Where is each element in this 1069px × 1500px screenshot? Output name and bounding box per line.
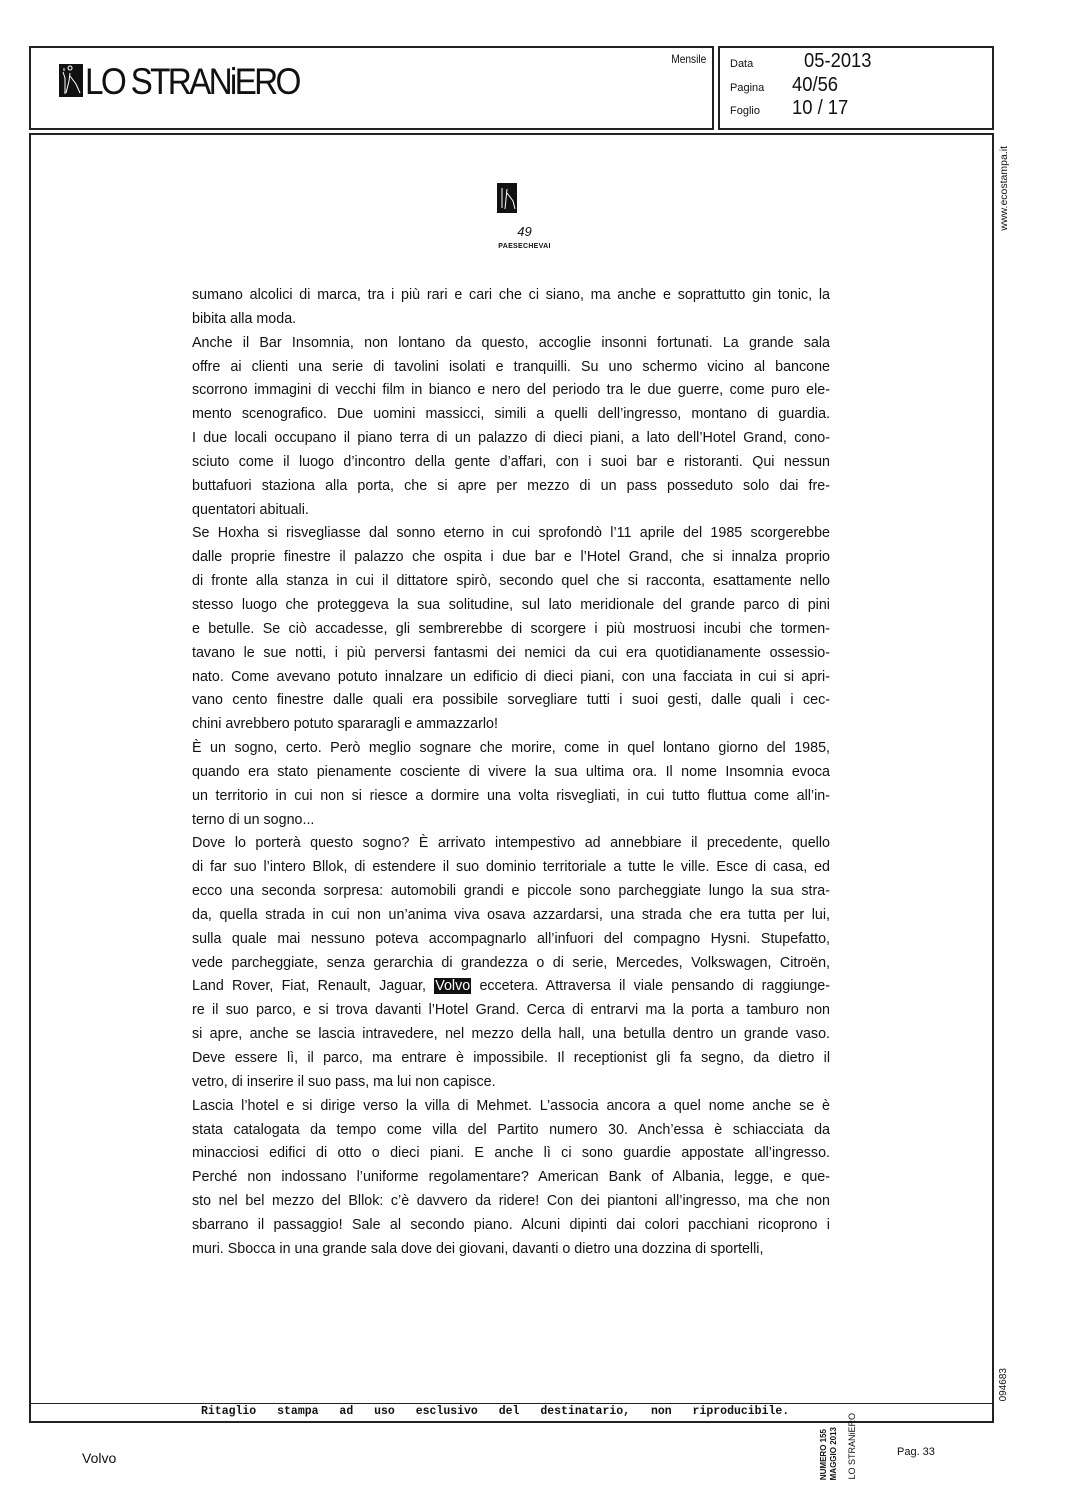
article-text [192,284,830,1262]
article-line: Deve essere lì, il parco, ma entrare è impossibile. Il receptionist gli fa segno, da dietro il [192,1050,830,1066]
page-indicator: Pag. 33 [897,1446,935,1458]
reproduction-notice: Ritaglio stampa ad uso esclusivo del destinatario, non riproducibile. [31,1403,992,1421]
article-line: quando era stato pienamente cosciente di vivere la sua ultima ora. Il nome Insomnia evoca [192,763,830,780]
article-line: minacciosi edifici di otto o dieci piani. E anche lì ci sono guardie appostate all’ingresso. [192,1145,830,1162]
meta-pagina [730,74,842,97]
article-line: buttafuori staziona alla porta, che si apre per mezzo di un pass posseduto solo dai fre- [192,477,830,494]
section-title: PAESECHEVAI [498,243,551,250]
article-line: Perché non indossano l’uniforme regolamentare? American Bank of Albania, legge, e que- [192,1169,830,1186]
article-line: stata catalogata da tempo come villa del Partito numero 30. Anch’essa è schiacciata da [192,1121,830,1138]
article-line: ecco una seconda sorpresa: automobili grandi e piccole sono parcheggiate lungo la sua stra- [192,883,830,900]
colophon-issue: NUMERO 155 [819,1428,828,1480]
clip-meta-box [718,46,994,130]
article-line: Lascia l’hotel e si dirige verso la villa di Mehmet. L’associa ancora a quel nome anche se è [192,1097,830,1114]
article-line: da, quella strada in cui non un’anima viva osava azzardarsi, una strada che era tutta per lui, [192,906,830,923]
article-line: quentatori abituali. [192,501,309,518]
article-line: offre ai clienti una serie di tavolini isolati e tranquilli. Su uno schermo vicino al bancone [192,358,830,375]
foglio-value: 10 / 17 [792,97,849,119]
article-line: muri. Sbocca in una grande sala dove dei giovani, davanti o dietro una dozzina di sportelli, [192,1240,764,1257]
article-line: Dove lo porterà questo sogno? È arrivato intempestivo ad annebbiare il precedente, quello [192,835,830,852]
line-text: Land Rover, Fiat, Renault, Jaguar, [192,978,426,995]
article-line: chini avrebbero potuto spararagli e ammazzarlo! [192,716,498,733]
article-line: sulla quale mai nessuno poteva accompagnarlo all’infuori del compagno Hysni. Stupefatto, [192,930,830,947]
colophon-date: MAGGIO 2013 [829,1426,838,1480]
article-line: stesso luogo che proteggeva la sua solitudine, sul lato meridionale del grande parco di pini [192,596,830,613]
article-line: scorrono immagini di vecchi film in bianco e nero del periodo tra le due guerre, come puro ele- [192,382,830,399]
clip-code: 094683 [998,1368,1009,1402]
article-line: mento scenografico. Due uomini massicci, simili a quelli dell’ingresso, montano di guardia. [192,406,830,423]
article-line: un territorio in cui non si riesce a dormire una volta risvegliati, in cui tutto fluttua come all’in- [192,787,830,804]
logo-figures-icon [59,64,83,97]
publication-name: LO STRANiERO [85,61,299,102]
meta-data [730,50,877,73]
article-line [192,975,830,999]
frequency-label: Mensile [670,52,706,66]
article-line: vano cento finestre dalle quali era possibile sorvegliare tutti i suoi gesti, dalle quali i cec- [192,692,830,709]
data-label: Data [730,58,754,70]
logo-figures-icon [497,183,517,213]
meta-foglio [730,97,853,120]
article-line: di fronte alla stanza in cui il dittatore spirò, secondo quel che si racconta, esattamente nello [192,573,830,590]
pagina-label: Pagina [730,82,765,94]
keyword-label: Volvo [82,1450,117,1466]
article-line: Se Hoxha si risvegliasse dal sonno eterno in cui sprofondò l’11 aprile del 1985 scorgerebbe [192,525,830,542]
article-line: nato. Come avevano potuto innalzare un edificio di dieci piani, con una facciata in cui si apri- [192,668,830,685]
data-value: 05-2013 [804,50,872,72]
article-line: vetro, di inserire il suo pass, ma lui non capisce. [192,1073,496,1090]
article-line: È un sogno, certo. Però meglio sognare che morire, come in quel lontano giorno del 1985, [192,740,830,757]
article-line: bibita alla moda. [192,310,297,327]
article-line: vede parcheggiate, senza gerarchia di grandezza o di serie, Mercedes, Volkswagen, Citroën, [192,954,830,971]
article-line: Anche il Bar Insomnia, non lontano da questo, accoglie insonni fortunati. La grande sala [192,334,830,351]
article-line: I due locali occupano il piano terra di un palazzo di dieci piani, a lato dell’Hotel Grand, cono- [192,430,830,447]
article-line: di far suo l’intero Bllok, di estendere il suo dominio territoriale a tutte le ville. Esce di casa, ed [192,859,830,876]
article-page-number: 49 [517,224,532,239]
website-label: www.ecostampa.it [998,146,1010,231]
article-line: sumano alcolici di marca, tra i più rari e cari che ci siano, ma anche e soprattutto gin tonic, la [192,287,830,303]
colophon-publication: LO STRANiERO [847,1413,857,1480]
highlighted-keyword: Volvo [435,978,471,995]
article-line: sto nel bel mezzo del Bllok: c’è davvero da ridere! Con dei piantoni all’ingresso, ma che non [192,1193,830,1210]
colophon [819,1415,879,1480]
article-line: re il suo parco, e si trova davanti l’Hotel Grand. Cerca di entrarvi ma la porta a tamburo non [192,1002,830,1019]
article-line: e betulle. Se ciò accadesse, gli sembrerebbe di scorgere i più mostruosi incubi che tormen- [192,620,830,637]
article-line: si apre, anche se lascia intravedere, nel mezzo della hall, una betulla dentro un grande vaso. [192,1026,830,1043]
line-text: eccetera. Attraversa il viale pensando di raggiunge- [479,978,830,995]
masthead-box [29,46,714,130]
article-line: sbarrano il passaggio! Sale al secondo piano. Alcuni dipinti dai colori pacchiani ricoprono i [192,1216,830,1233]
article-line: sciuto come il luogo d’incontro della gente d’affari, con i suoi bar e ristoranti. Qui nessun [192,453,830,470]
article-line: terno di un sogno... [192,811,315,828]
article-line: tavano le sue notti, i più perversi fantasmi dei nemici da cui era quotidianamente ossessio- [192,644,830,661]
article-line: dalle proprie finestre il palazzo che ospita i due bar e l’Hotel Grand, che si innalza proprio [192,549,830,566]
publication-logo [59,61,322,102]
foglio-label: Foglio [730,105,760,117]
pagina-value: 40/56 [792,74,839,96]
